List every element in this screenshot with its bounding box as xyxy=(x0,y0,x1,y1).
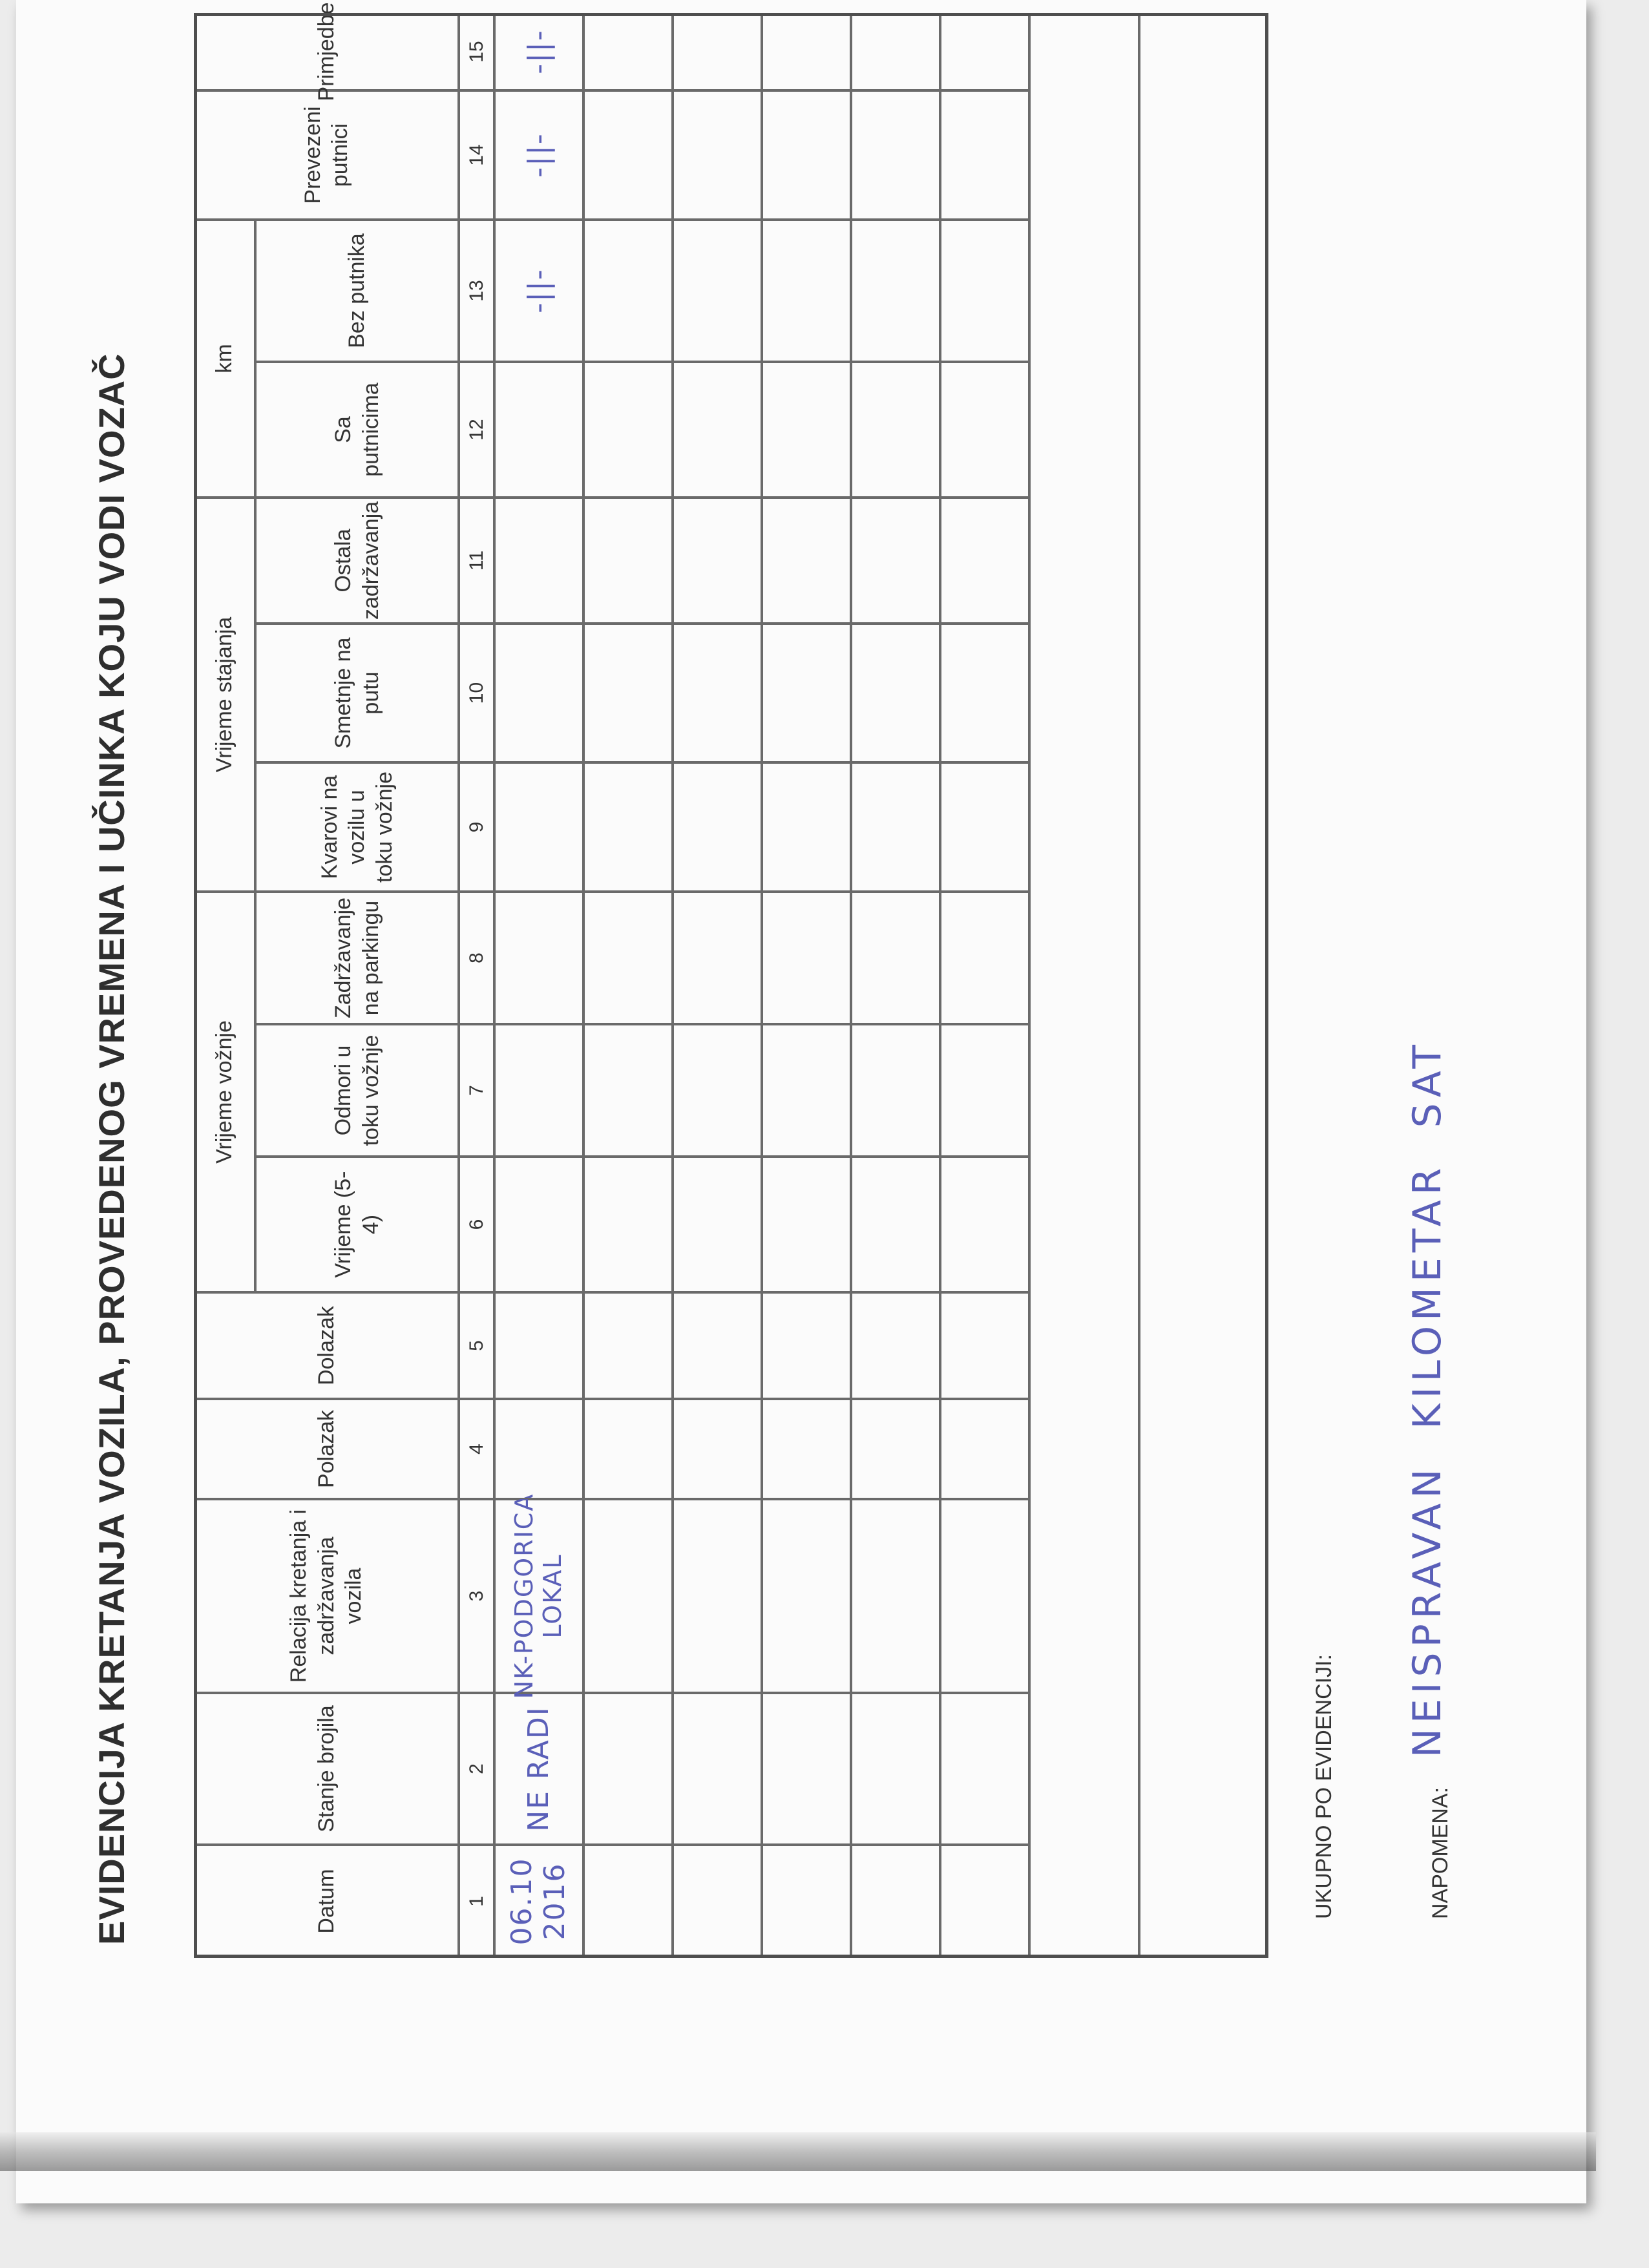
handwritten-entry: -||- xyxy=(521,268,555,313)
column-header: Odmori u toku vožnje xyxy=(255,1024,459,1157)
handwritten-entry: -||- xyxy=(521,29,555,74)
group-vrijeme-stajanja: Vrijeme stajanja xyxy=(194,498,255,892)
column-header: Zadržavanje na parkingu xyxy=(255,892,459,1024)
column-number: 8 xyxy=(459,892,494,1024)
group-km: km xyxy=(194,220,255,498)
column-header: Dolazak xyxy=(194,1292,459,1399)
column-header: Smetnje na putu xyxy=(255,624,459,762)
column-header: Prevezeni putnici xyxy=(194,90,459,220)
handwritten-entry: -||- xyxy=(521,132,555,178)
column-header: Datum xyxy=(194,1845,459,1958)
column-header: Polazak xyxy=(194,1399,459,1499)
group-vrijeme-voznje: Vrijeme vožnje xyxy=(194,892,255,1292)
column-number: 15 xyxy=(459,13,494,90)
form-title: EVIDENCIJA KRETANJA VOZILA, PROVEDENOG VREMENA I UČINKA KOJU VODI VOZAČ xyxy=(91,353,132,1945)
column-header: Primjedbe xyxy=(194,13,459,90)
column-number: 14 xyxy=(459,90,494,220)
ukupno-label: UKUPNO PO EVIDENCIJI: xyxy=(1312,1654,1336,1919)
column-header: Relacija kretanja i zadržavanja vozila xyxy=(194,1499,459,1693)
column-number: 2 xyxy=(459,1693,494,1845)
handwritten-entry: NK-PODGORICA LOKAL xyxy=(510,1493,567,1699)
column-number: 11 xyxy=(459,498,494,624)
column-header: Ostala zadržavanja xyxy=(255,498,459,624)
napomena-handwritten: NEISPRAVAN KILOMETAR SAT xyxy=(1405,1040,1450,1758)
column-number: 4 xyxy=(459,1399,494,1499)
table-frame xyxy=(194,13,1268,1958)
column-header: Stanje brojila xyxy=(194,1693,459,1845)
column-header: Vrijeme (5-4) xyxy=(255,1157,459,1292)
column-number: 3 xyxy=(459,1499,494,1693)
column-number: 13 xyxy=(459,220,494,362)
column-number: 6 xyxy=(459,1157,494,1292)
column-number: 1 xyxy=(459,1845,494,1958)
column-header: Bez putnika xyxy=(255,220,459,362)
column-header: Sa putnicima xyxy=(255,362,459,498)
handwritten-entry: 06.10 2016 xyxy=(505,1857,571,1946)
handwritten-entry: NE RADI xyxy=(521,1706,555,1832)
napomena-label: NAPOMENA: xyxy=(1428,1787,1453,1919)
column-number: 9 xyxy=(459,762,494,892)
column-number: 5 xyxy=(459,1292,494,1399)
column-number: 12 xyxy=(459,362,494,498)
column-header: Kvarovi na vozilu u toku vožnje xyxy=(255,762,459,892)
column-number: 7 xyxy=(459,1024,494,1157)
column-number: 10 xyxy=(459,624,494,762)
